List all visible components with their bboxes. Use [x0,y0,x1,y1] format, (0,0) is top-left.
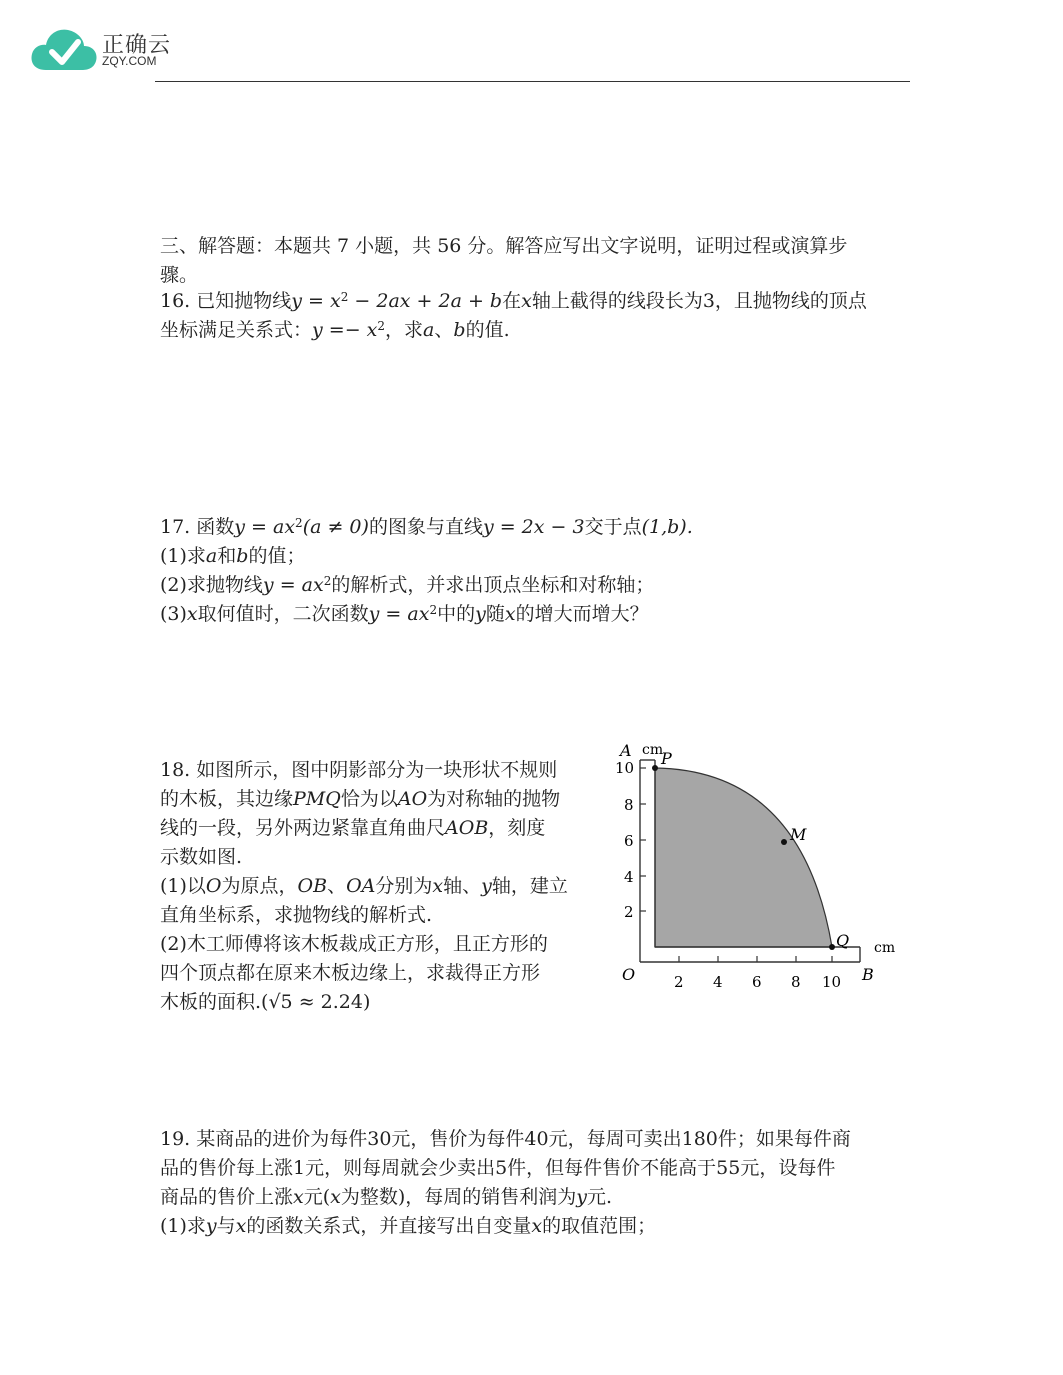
q17-text: 的图象与直线 [368,516,483,538]
section-line-2: 骤。 [160,264,199,286]
section-line-1: 三、解答题：本题共 7 小题，共 56 分。解答应写出文字说明，证明过程或演算步 [160,235,848,257]
question-18 [160,756,568,1017]
header-divider [155,81,910,82]
question-19 [160,1125,851,1241]
q18-text: 轴，建立 [491,875,568,897]
q18-text: ≈ 2.24) [292,991,371,1013]
y-tick-label: 4 [624,868,634,886]
q19-text: (1)求 [160,1215,206,1237]
q17-exponent: 2 [295,516,303,530]
q17-math: y = ax [368,603,430,625]
unit-y: cm [642,742,664,758]
q16-text: ，求 [385,319,424,341]
q17-text: 的解析式，并求出顶点坐标和对称轴； [331,574,655,596]
x-tick-label: 4 [713,973,723,991]
q18-math: AOB [445,817,489,839]
q16-exponent: 2 [340,290,349,304]
question-16 [160,287,867,345]
q17-text: 17. 函数 [160,516,235,538]
q19-text: 元. [587,1186,613,1208]
q18-text: 轴、 [443,875,482,897]
q18-text: 木板的面积.( [160,991,269,1013]
q19-math: y [576,1186,588,1208]
q18-text: 18. 如图所示，图中阴影部分为一块形状不规则 [160,759,558,781]
unit-x: cm [874,940,896,956]
q17-math: y = ax [234,516,296,538]
q18-math: AO [397,788,428,810]
q16-math: y = x [291,290,341,312]
q18-text: 为原点， [221,875,298,897]
label-M: M [790,825,807,844]
q16-text: 的值. [465,319,510,341]
y-tick-label: 2 [624,903,634,921]
q19-text: 为整数)，每周的销售利润为 [340,1186,577,1208]
x-ticks [679,956,832,962]
q17-math: y [475,603,486,625]
q16-math: − 2ax + 2a + b [348,290,503,312]
q18-math: x [432,875,444,897]
section-heading [160,232,847,290]
q17-math: x [504,603,516,625]
q17-text: 的值； [248,545,306,567]
logo [30,24,180,74]
q17-math: (1,b). [641,516,693,538]
q16-text: 、 [434,319,454,341]
label-P: P [661,749,672,768]
q18-math: √5 [268,991,293,1013]
x-tick-label: 10 [822,973,842,991]
q17-text: 交于点 [584,516,642,538]
q18-figure [612,738,902,998]
y-tick-label: 8 [624,796,634,814]
label-B: B [862,965,874,984]
label-A: A [620,741,632,760]
q18-text: 分别为 [375,875,433,897]
q17-exponent: 2 [429,603,438,617]
q18-text: 的木板，其边缘 [160,788,294,810]
q16-text: 16. 已知抛物线 [160,290,292,312]
q17-text: 的增大而增大？ [515,603,649,625]
q18-math: O [205,875,222,897]
point-M [781,839,787,845]
q16-exponent: 2 [377,319,386,333]
q17-math: b [236,545,249,567]
q18-math: PMQ [293,788,341,810]
point-P [652,765,658,771]
q19-text: 品的售价每上涨1元，则每周就会少卖出5件，但每件售价不能高于55元，设每件 [160,1157,836,1179]
q19-text: 商品的售价上涨 [160,1186,294,1208]
q19-math: x [330,1186,341,1208]
q16-text: 轴上截得的线段长为3，且抛物线的顶点 [531,290,867,312]
q17-text: (1)求 [160,545,206,567]
point-Q [829,944,835,950]
cloud-check-icon [30,24,100,74]
q18-text: 线的一段，另外两边紧靠直角曲尺 [160,817,446,839]
label-Q: Q [836,931,850,950]
q17-math: a [205,545,218,567]
logo-text-en: ZQY.COM [102,54,157,68]
q18-text: 为对称轴的抛物 [427,788,561,810]
q18-math: y [481,875,492,897]
q18-text: 恰为以 [340,788,398,810]
question-17 [160,513,693,629]
q19-text: 与 [216,1215,236,1237]
label-O: O [622,965,636,984]
q17-text: 和 [217,545,237,567]
q17-math: y = ax [262,574,324,596]
q17-text: 取何值时，二次函数 [197,603,369,625]
q17-math: (a ≠ 0) [302,516,369,538]
q17-math: x [186,603,198,625]
q18-math: OA [346,875,376,897]
logo-text-cn: 正确云 [102,33,172,58]
x-tick-label: 2 [674,973,684,991]
q17-text: (2)求抛物线 [160,574,263,596]
q19-text: 的取值范围； [542,1215,657,1237]
q19-math: x [293,1186,304,1208]
q18-text: 示数如图. [160,846,243,868]
q16-text: 在 [502,290,522,312]
q18-math: OB [297,875,328,897]
q16-math: x [521,290,532,312]
q17-exponent: 2 [323,574,332,588]
q17-text: 中的 [437,603,476,625]
q19-math: y [205,1215,217,1237]
q16-math: y =− x [312,319,378,341]
q18-text: (2)木工师傅将该木板裁成正方形，且正方形的 [160,933,548,955]
q19-math: x [531,1215,543,1237]
q17-text: (3) [160,603,187,625]
q18-text: (1)以 [160,875,206,897]
y-tick-label: 6 [624,832,634,850]
q17-math: y = 2x − 3 [482,516,585,538]
x-tick-label: 6 [752,973,762,991]
q16-math: a [423,319,435,341]
q16-math: b [453,319,466,341]
q19-text: 元( [303,1186,331,1208]
y-tick-label: 10 [615,759,635,777]
q16-text: 坐标满足关系式： [160,319,313,341]
q19-math: x [235,1215,247,1237]
q19-text: 的函数关系式，并直接写出自变量 [246,1215,532,1237]
q19-text: 19. 某商品的进价为每件30元，售价为每件40元，每周可卖出180件；如果每件商 [160,1128,851,1150]
q18-text: 直角坐标系，求抛物线的解析式. [160,904,433,926]
x-tick-label: 8 [791,973,801,991]
q18-text: 、 [327,875,347,897]
q18-text: ，刻度 [488,817,546,839]
q17-text: 随 [485,603,505,625]
y-ticks [640,768,646,911]
board-shape [655,768,832,947]
q18-text: 四个顶点都在原来木板边缘上，求裁得正方形 [160,962,541,984]
